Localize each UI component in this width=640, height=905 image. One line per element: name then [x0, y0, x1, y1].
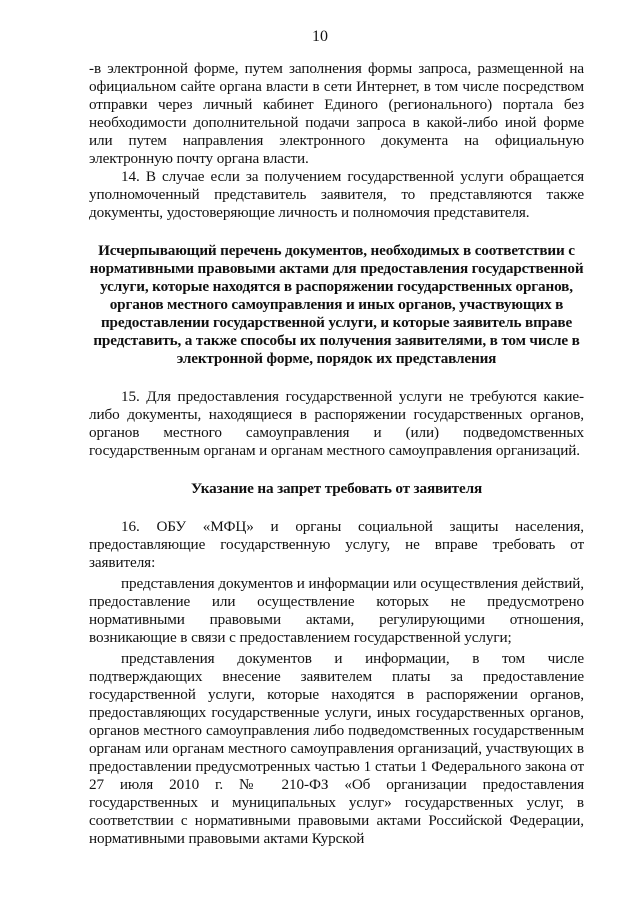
section-heading-prohibition: Указание на запрет требовать от заявителя [190, 480, 483, 497]
paragraph-16-item-a: представления документов и информации или осуществления действий, предоставление или осуществление которых не предусмотрено нормативными правовыми актами, регулирующими отношения, возникающие в связи с предоставлением государственной услуги; [89, 575, 584, 646]
paragraph-16: 16. ОБУ «МФЦ» и органы социальной защиты населения, предоставляющие государственную услугу, не вправе требовать от заявителя: [89, 518, 584, 571]
section-heading-documents-list: Исчерпывающий перечень документов, необходимых в соответствии с нормативными правовыми актами для предоставления государственной услуги, которые находятся в распоряжении государственных органов, органов местного самоуправления и иных органов, участвующих в предоставлении государственной услуги, и которые заявитель вправе представить, а также способы их получения заявителями, в том числе в электронной форме, порядок их представления [89, 242, 584, 367]
paragraph-electronic-submission: -в электронной форме, путем заполнения формы запроса, размещенной на официальном сайте органа власти в сети Интернет, в том числе посредством отправки через личный кабинет Единого (регионального) портала без необходимости дополнительной подачи запроса в какой-либо иной форме или путем направления электронного документа на официальную электронную почту органа власти. [89, 60, 584, 167]
paragraph-16-item-b: представления документов и информации, в том числе подтверждающих внесение заявителем платы за предоставление государственной услуги, которые находятся в распоряжении органов, предоставляющих государственные услуги, иных государственных органов, органов местного самоуправления либо подведомственных государственным органам или органам местного самоуправления организаций, участвующих в предоставлении предусмотренных частью 1 статьи 1 Федерального закона от 27 июля 2010 г. № 210-ФЗ «Об организации предоставления государственных и муниципальных услуг» государственных услуг, в соответствии с нормативными правовыми актами Российской Федерации, нормативными правовыми актами Курской [89, 650, 584, 847]
page-number: 10 [312, 28, 328, 45]
document-body [89, 60, 584, 848]
paragraph-15: 15. Для предоставления государственной услуги не требуются какие-либо документы, находящиеся в распоряжении государственных органов, органов местного самоуправления и (или) подведомственных государственным органам и органам местного самоуправления организаций. [89, 388, 584, 459]
paragraph-14: 14. В случае если за получением государственной услуги обращается уполномоченный представитель заявителя, то представляются также документы, удостоверяющие личность и полномочия представителя. [89, 168, 584, 221]
